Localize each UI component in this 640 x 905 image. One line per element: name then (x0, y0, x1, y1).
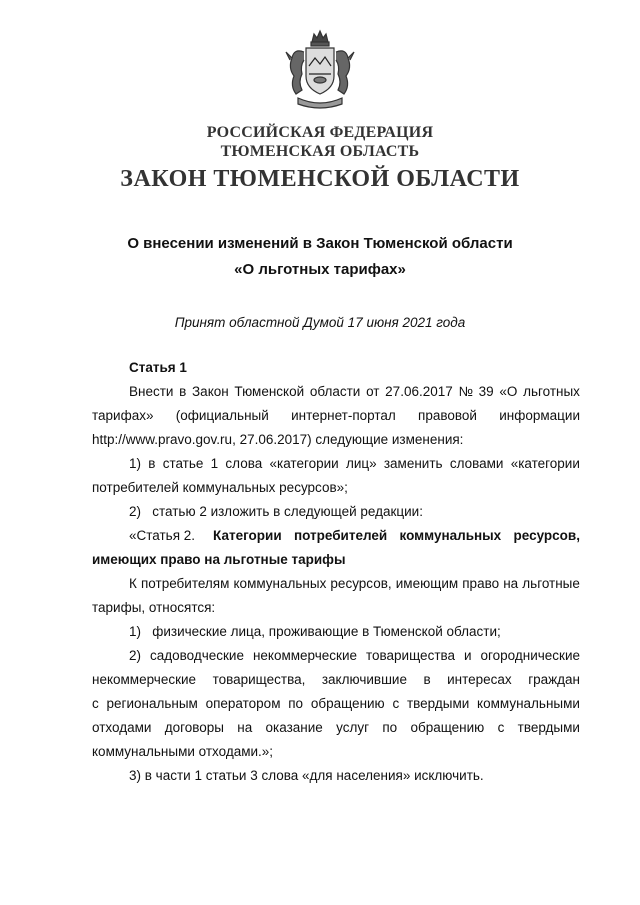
para1-line2 (92, 407, 580, 425)
item1-line1 (129, 455, 580, 473)
word: слова (225, 456, 263, 471)
word: оказание (265, 720, 323, 735)
law-title-line2: «О льготных тарифах» (234, 261, 406, 278)
word: твердыми (406, 696, 470, 711)
word: коммунальных (399, 528, 502, 543)
word: от (366, 384, 380, 399)
word: области (309, 384, 361, 399)
word: отходами (92, 720, 152, 735)
word: информации (499, 408, 580, 423)
sub2-line4 (92, 719, 580, 737)
word: некоммерческие (252, 648, 358, 663)
word: региональным (106, 696, 198, 711)
sub1-line: 1) физические лица, проживающие в Тюменской области; (129, 624, 501, 639)
word: словами (449, 456, 504, 471)
word: товарищества, (212, 672, 306, 687)
word: № (458, 384, 473, 399)
para1-line1 (129, 383, 580, 401)
word: 1 (210, 456, 219, 471)
header-doc-type: ЗАКОН ТЮМЕНСКОЙ ОБЛАСТИ (120, 166, 520, 192)
word: 27.06.2017 (385, 384, 453, 399)
sub2-line5: коммунальными отходами.»; (92, 744, 274, 759)
word: на (237, 720, 253, 735)
word: с (497, 720, 505, 735)
para2-line1 (129, 575, 580, 593)
word: ресурсов, (513, 528, 580, 543)
word: К (129, 576, 137, 591)
word: интересах (447, 672, 512, 687)
adoption-note: Принят областной Думой 17 июня 2021 года (174, 315, 466, 330)
word: услуг (336, 720, 370, 735)
word: Категории (213, 528, 282, 543)
word: на (503, 576, 519, 591)
word: «категории (269, 456, 339, 471)
word: тарифах» (92, 408, 154, 423)
word: обращению (310, 696, 385, 711)
word: обращению (410, 720, 485, 735)
word: льготных (523, 384, 580, 399)
sub2-line3 (92, 695, 580, 713)
header-country: РОССИЙСКАЯ ФЕДЕРАЦИЯ (206, 124, 434, 141)
word: заключившие (321, 672, 407, 687)
quoted-article-prefix: «Статья 2. (129, 528, 196, 543)
word: в (179, 384, 187, 399)
word: оператором (205, 696, 281, 711)
word: 2) (129, 648, 142, 663)
word: «категории (510, 456, 580, 471)
quoted-article-line1 (129, 527, 580, 545)
quoted-article-title-words (213, 527, 580, 545)
word: Тюменской (234, 384, 305, 399)
word: (официальный (175, 408, 269, 423)
word: в (423, 672, 431, 687)
word: лиц» (345, 456, 377, 471)
word: право (462, 576, 500, 591)
para2-line2: тарифы, относятся: (92, 600, 216, 615)
word: «О (499, 384, 518, 399)
word: в (148, 456, 156, 471)
word: льготные (522, 576, 580, 591)
item3-line: 3) в части 1 статьи 3 слова «для населения» исключить. (129, 768, 484, 783)
law-title-line1: О внесении изменений в Закон Тюменской области (127, 235, 513, 252)
sub2-line1 (129, 647, 580, 665)
item2-line: 2) статью 2 изложить в следующей редакции: (129, 504, 423, 519)
quoted-article-line2: имеющих право на льготные тарифы (92, 552, 346, 567)
word: товарищества (365, 648, 456, 663)
coat-of-arms-emblem (282, 28, 358, 112)
word: с (92, 696, 99, 711)
word: некоммерческие (92, 672, 197, 687)
word: по (288, 696, 304, 711)
word: твердыми (517, 720, 580, 735)
word: 39 (478, 384, 494, 399)
word: с (392, 696, 400, 711)
sub2-line2 (92, 671, 580, 689)
word: 1) (129, 456, 142, 471)
word: и (464, 648, 472, 663)
word: коммунальных (233, 576, 327, 591)
word: садоводческие (149, 648, 244, 663)
word: граждан (528, 672, 580, 687)
word: по (382, 720, 398, 735)
word: огороднические (480, 648, 580, 663)
word: договоры (164, 720, 224, 735)
word: ресурсов, (330, 576, 392, 591)
word: имеющим (395, 576, 459, 591)
article-heading: Статья 1 (129, 360, 187, 375)
word: потребителям (140, 576, 230, 591)
header-region: ТЮМЕНСКАЯ ОБЛАСТЬ (220, 143, 420, 160)
item1-line2: потребителей коммунальных ресурсов»; (92, 480, 348, 495)
para1-line3: http://www.pravo.gov.ru, 27.06.2017) следующие изменения: (92, 432, 464, 447)
word: потребителей (293, 528, 388, 543)
word: правовой (418, 408, 477, 423)
word: Внести (129, 384, 174, 399)
word: коммунальными (477, 696, 580, 711)
word: интернет-портал (291, 408, 396, 423)
word: Закон (192, 384, 229, 399)
word: заменить (383, 456, 443, 471)
word: статье (162, 456, 204, 471)
